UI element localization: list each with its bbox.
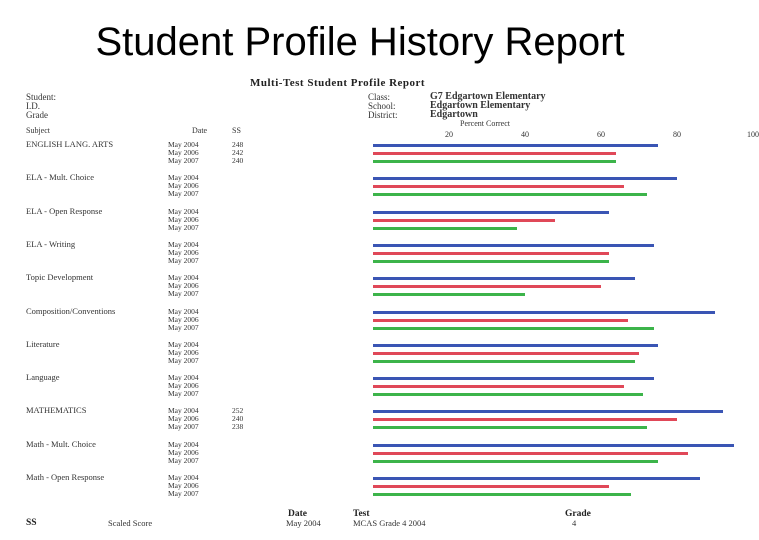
school-label: School:: [368, 101, 396, 111]
date-label: May 2004: [168, 439, 199, 449]
class-value: G7 Edgartown Elementary: [430, 91, 546, 102]
date-label: May 2007: [168, 455, 199, 465]
percent-bar: [373, 185, 624, 188]
id-label: I.D.: [26, 101, 40, 111]
date-label: May 2004: [168, 473, 199, 482]
date-label: May 2007: [168, 389, 199, 399]
percent-bar: [373, 144, 658, 147]
date-label: May 2004: [168, 140, 199, 149]
subject-label: ELA - Open Response: [26, 205, 103, 216]
percent-bar: [373, 252, 609, 255]
date-label: May 2004: [168, 173, 199, 183]
footer-grade-value: 4: [572, 518, 577, 528]
subject-label: ENGLISH LANG. ARTS: [26, 139, 114, 149]
percent-bar: [373, 311, 715, 314]
date-label: May 2007: [168, 156, 199, 165]
district-label: District:: [368, 110, 398, 120]
date-label: May 2004: [168, 373, 199, 383]
ss-value: 238: [232, 422, 244, 432]
date-label: May 2006: [168, 481, 199, 490]
footer-grade-label: Grade: [565, 509, 591, 519]
percent-bar: [373, 211, 609, 214]
date-label: May 2006: [168, 447, 199, 457]
subject-label: ELA - Mult. Choice: [26, 172, 94, 183]
footer-ss-desc: Scaled Score: [108, 518, 153, 528]
percent-bar: [373, 319, 628, 322]
x-tick-label: 100: [747, 130, 759, 139]
percent-bar: [373, 260, 609, 263]
subject-label: Composition/Conventions: [26, 305, 116, 316]
footer-date-value: May 2004: [286, 518, 321, 528]
date-label: May 2007: [168, 322, 199, 332]
date-label: May 2007: [168, 489, 199, 498]
percent-bar: [373, 227, 517, 230]
percent-bar: [373, 444, 734, 447]
date-label: May 2004: [168, 239, 199, 249]
date-label: May 2004: [168, 339, 199, 349]
percent-bar: [373, 277, 635, 280]
date-label: May 2006: [168, 247, 199, 257]
percent-bar: [373, 452, 688, 455]
x-tick-label: 80: [673, 130, 681, 139]
percent-bar: [373, 493, 631, 496]
footer-test-label: Test: [353, 509, 370, 519]
x-tick-label: 60: [597, 130, 605, 139]
ss-value: 240: [232, 414, 244, 424]
percent-bar: [373, 344, 658, 347]
date-label: May 2006: [168, 347, 199, 357]
col-ss: SS: [232, 126, 241, 135]
footer-ss-label: SS: [26, 518, 37, 528]
date-label: May 2006: [168, 148, 199, 157]
percent-bar: [373, 327, 654, 330]
percent-correct-bars: [20, 72, 720, 540]
date-label: May 2006: [168, 214, 199, 224]
date-label: May 2004: [168, 206, 199, 216]
subject-label: Language: [26, 372, 60, 383]
date-label: May 2006: [168, 281, 199, 291]
subject-label: Math - Mult. Choice: [26, 438, 96, 449]
percent-bar: [373, 360, 635, 363]
col-subject: Subject: [26, 126, 50, 135]
profile-report: [20, 72, 759, 540]
report-title: Multi-Test Student Profile Report: [250, 77, 426, 89]
date-label: May 2007: [168, 422, 199, 432]
subject-label: ELA - Writing: [26, 238, 76, 249]
percent-bar: [373, 377, 654, 380]
percent-bar: [373, 485, 609, 488]
percent-bar: [373, 418, 677, 421]
ss-value: 248: [232, 140, 244, 149]
x-tick-label: 40: [521, 130, 529, 139]
percent-bar: [373, 193, 647, 196]
district-value: Edgartown: [430, 109, 478, 120]
grade-label: Grade: [26, 110, 48, 120]
percent-bar: [373, 285, 601, 288]
student-label: Student:: [26, 92, 57, 102]
ss-value: 252: [232, 406, 244, 416]
date-label: May 2006: [168, 314, 199, 324]
subject-label: Literature: [26, 338, 60, 349]
subject-label: Topic Development: [26, 272, 94, 283]
class-label: Class:: [368, 92, 391, 102]
percent-bar: [373, 293, 525, 296]
date-label: May 2007: [168, 289, 199, 299]
subject-label: Math - Open Response: [26, 472, 105, 482]
percent-bar: [373, 160, 616, 163]
footer-date-label: Date: [288, 509, 307, 519]
x-tick-label: 20: [445, 130, 453, 139]
percent-correct-label: Percent Correct: [460, 119, 510, 128]
school-value: Edgartown Elementary: [430, 100, 531, 111]
date-label: May 2006: [168, 381, 199, 391]
percent-bar: [373, 426, 647, 429]
percent-bar: [373, 410, 723, 413]
date-label: May 2006: [168, 181, 199, 191]
col-date: Date: [192, 126, 208, 135]
date-label: May 2007: [168, 255, 199, 265]
date-label: May 2004: [168, 306, 199, 316]
percent-bar: [373, 219, 555, 222]
percent-bar: [373, 460, 658, 463]
percent-bar: [373, 244, 654, 247]
date-label: May 2006: [168, 414, 199, 424]
ss-value: 240: [232, 156, 244, 165]
date-label: May 2007: [168, 222, 199, 232]
percent-bar: [373, 477, 700, 480]
ss-value: 242: [232, 148, 244, 157]
percent-bar: [373, 385, 624, 388]
date-label: May 2007: [168, 355, 199, 365]
date-label: May 2004: [168, 273, 199, 283]
subject-label: MATHEMATICS: [26, 405, 87, 416]
date-label: May 2007: [168, 189, 199, 199]
percent-bar: [373, 393, 643, 396]
percent-bar: [373, 352, 639, 355]
percent-bar: [373, 177, 677, 180]
slide-title: Student Profile History Report: [95, 20, 625, 64]
footer-test-value: MCAS Grade 4 2004: [353, 518, 426, 528]
percent-bar: [373, 152, 616, 155]
date-label: May 2004: [168, 406, 199, 416]
